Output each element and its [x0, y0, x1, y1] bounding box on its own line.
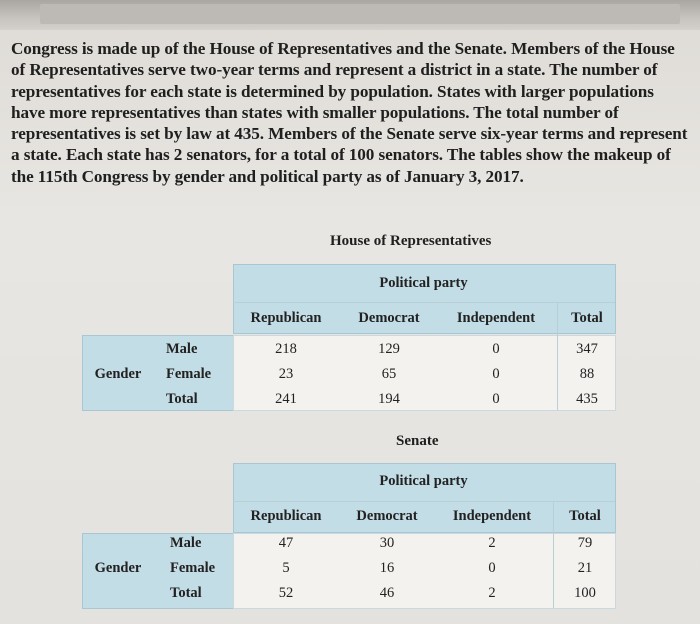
house-row-label-female: Female: [166, 366, 212, 382]
house-total-total: 435: [576, 391, 598, 407]
intro-paragraph: Congress is made up of the House of Representatives and the Senate. Members of the House of Representatives serve two-year terms and represent a district in a state. The number of representatives for each state is determined by population. States with larger populations have more representatives than states with smaller populations. The total number of representatives is set by law at 435. Members of the Senate serve six-year terms and represent a state. Each state has 2 senators, for a total of 100 senators. The tables show the makeup of the 115th Congress by gender and political party as of January 3, 2017.: [11, 39, 688, 186]
senate-col-total: Total: [569, 508, 601, 524]
house-female-independent: 0: [492, 366, 500, 382]
senate-row-label-female: Female: [170, 560, 216, 576]
senate-female-total: 21: [577, 560, 593, 576]
senate-female-independent: 0: [488, 560, 496, 576]
senate-male-democrat: 30: [379, 535, 395, 551]
house-male-republican: 218: [275, 341, 297, 357]
house-female-democrat: 65: [381, 366, 397, 382]
senate-male-independent: 2: [488, 535, 496, 551]
senate-row-label-total: Total: [170, 585, 202, 601]
senate-row-label-male: Male: [170, 535, 202, 551]
house-male-independent: 0: [492, 341, 500, 357]
senate-female-democrat: 16: [379, 560, 395, 576]
house-col-democrat: Democrat: [358, 310, 420, 326]
senate-total-republican: 52: [278, 585, 294, 601]
house-col-total: Total: [571, 310, 603, 326]
senate-col-republican: Republican: [250, 508, 322, 524]
house-total-democrat: 194: [378, 391, 400, 407]
senate-male-total: 79: [577, 535, 593, 551]
house-total-republican: 241: [275, 391, 297, 407]
senate-row-group-label: Gender: [94, 560, 142, 576]
house-col-republican: Republican: [250, 310, 322, 326]
senate-group-header: Political party: [379, 473, 468, 489]
house-row-label-male: Male: [166, 341, 198, 357]
house-female-total: 88: [579, 366, 595, 382]
house-male-total: 347: [576, 341, 598, 357]
senate-header-divider: [233, 501, 615, 502]
house-male-democrat: 129: [378, 341, 400, 357]
senate-col-independent: Independent: [452, 508, 532, 524]
house-row-group-label: Gender: [94, 366, 142, 382]
senate-table-title: Senate: [396, 433, 439, 449]
house-table-title: House of Representatives: [330, 233, 492, 249]
house-row-label-total: Total: [166, 391, 198, 407]
senate-total-total: 100: [574, 585, 596, 601]
senate-total-independent: 2: [488, 585, 496, 601]
senate-male-republican: 47: [278, 535, 294, 551]
senate-total-divider: [553, 501, 554, 608]
senate-female-republican: 5: [282, 560, 290, 576]
senate-total-democrat: 46: [379, 585, 395, 601]
house-total-independent: 0: [492, 391, 500, 407]
house-col-independent: Independent: [456, 310, 536, 326]
house-group-header: Political party: [379, 275, 468, 291]
senate-col-democrat: Democrat: [356, 508, 418, 524]
house-female-republican: 23: [278, 366, 294, 382]
